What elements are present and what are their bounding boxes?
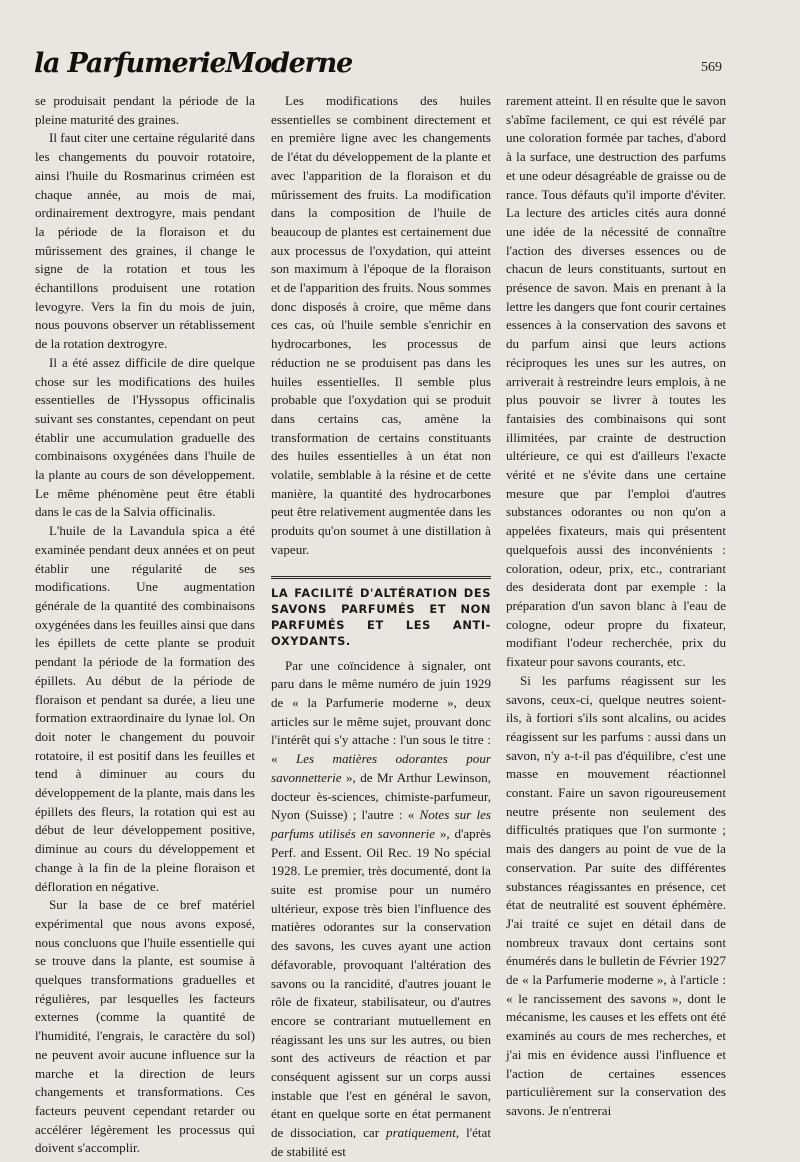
text-run: », d'après Perf. and Essent. Oil Rec. 19 No spécial 1928. Le premier, très documenté, dont la suite est promise pour un numéro ultérieur, expose très bien l'influence des matières odorantes sur la conservation des savons, les cuves ayant une action défavorable, provoquant l'altération des savons ou la rancidité, d'autres jouant le rôle de fixateur, stabilisateur, ou d'autres encore se contrariant mutuellement en réagissant les uns sur les autres, ou bien sont des activeurs de réaction et par conséquent agissent sur un corps aussi instable que l'est en général le savon, étant en quelque sorte en état permanent de dissociation, car — [271, 825, 491, 1141]
text-run: », de Mr Arthur Lewinson, docteur ès-sciences, chimiste-parfumeur, Nyon (Suisse) ; l'autre : « — [271, 769, 491, 823]
paragraph: se produisait pendant la période de la pleine maturité des graines. — [35, 93, 255, 127]
paragraph: Il faut citer une certaine régularité dans les changements du pouvoir rotatoire, ainsi l'huile du Rosmarinus criméen est chaque année, au mois de mai, ordinairement dextrogyre, mais pendant la période de la floraison et du mûrissement des graines, il change le signe de la rotation et tous les échantillons produisent une rotation levogyre. Vers la fin du mois de juin, nous pouvons observer un rétablissement de la rotation dextrogyre. — [35, 130, 255, 352]
column-3 — [506, 92, 726, 1121]
paragraph: Si les parfums réagissent sur les savons, ceux-ci, quelque neutres soient-ils, à fortiori s'ils sont alcalins, ou acides réagissent sur les parfums : aussi dans un savon, n'y a-t-il pas d'équilibre, c'est une masse en mouvement réactionnel constant. Faire un savon rigoureusement neutre présente non seulement des difficultés pratiques que l'on surmonte ; mais des dangers au point de vue de la conservation. Par suite des différentes substances réagissantes en présence, cet état de neutralité est souvent éphémère. J'ai traité ce sujet en détail dans de nombreux travaux dont certains sont énumérés dans le bulletin de Février 1927 de « la Parfumerie moderne », à l'article : « le rancissement des savons », dont le mécanisme, les causes et les effets ont été examinés au cours de mes recherches, et j'ai mis en évidence aussi l'influence et l'action de certaines essences particulièrement sur la conservation des savons. Je n'entrerai — [506, 672, 726, 1118]
column-2 — [271, 92, 491, 1162]
paragraph: Les modifications des huiles essentielles se combinent directement et en première ligne avec les changements de l'état du développement de la plante et avec l'apparition de la floraison et du mûrissement des fruits. La modification dans la composition de l'huile de beaucoup de plantes est certainement due aux processus de l'oxydation, qui atteint son maximum à l'époque de la floraison et de l'apparition des fruits. Nous sommes donc disposés à croire, que même dans ces cas, où l'huile semble s'enrichir en hydrocarbones, les processus de réduction ne se produisent pas dans les huiles essentielles. Il semble plus probable que l'oxydation qui se produit dans certains cas, amène la transformation de certains constituants des huiles essentielles à un état non volatile, semblable à la résine et de cette manière, la quantité des hydrocarbones peut être relativement augmentée dans les produits qu'on soumet à une distillation à vapeur. — [271, 93, 491, 557]
text-run: Par une coïncidence à signaler, ont paru dans le même numéro de juin 1929 de « la Parfumerie moderne », deux articles sur le même sujet, prouvant donc l'intérêt qui s'y attache : l'un sous le titre : « — [271, 657, 491, 767]
text-run: , l'état de stabilité est — [271, 1125, 491, 1159]
cited-title: Les matières odorantes pour savonnetterie — [271, 751, 491, 785]
paragraph: Sur la base de ce bref matériel expérimental que nous avons exposé, nous concluons que l'huile essentielle qui se trouve dans la plante, est soumise à quelques transformations graduelles et régulières, par lesquelles les facteurs externes (comme la quantité de l'humidité, l'engrais, le caractère du sol) ne peuvent avoir aucune influence sur la marche et la direction de leurs changements et transformations. Ces facteurs peuvent cependant retarder ou accélérer légèrement les processus qui doivent s'accomplir. — [35, 897, 255, 1156]
cited-title: Notes sur les parfums utilisés en savonnerie — [271, 807, 491, 841]
paragraph: Il a été assez difficile de dire quelque chose sur les modifications des huiles essentielles de l'Hyssopus officinalis suivant ses constantes, cependant on peut établir une accumulation graduelle des combinaisons oxygénées dans l'huile de la plante au cours de son développement. Le même phénomène peut être établi dans le cas de la Salvia officinalis. — [35, 354, 255, 520]
masthead: la ParfumerieModerne — [34, 48, 353, 79]
paragraph — [271, 657, 491, 1162]
page-number: 569 — [701, 60, 722, 75]
emphasis: pratiquement — [386, 1125, 456, 1141]
section-divider — [271, 576, 491, 579]
paragraph: rarement atteint. Il en résulte que le savon s'abîme facilement, ce qui est révélé par une coloration formée par taches, d'abord à la surface, une destruction des parfums et une odeur désagréable de graisse ou de rance. Tous défauts qu'il importe d'éviter. La lecture des articles cités aura donné une idée de la nécessité de connaître l'action des diverses essences ou de chacun de leurs constituants, surtout en présence de savon. Mais en prenant à la lettre les dangers que font courir certaines essences à la conservation des savons et du parfum ainsi que leurs actions réciproques les unes sur les autres, on arriverait à restreindre leurs emplois, à ne plus pouvoir se livrer à toutes les fantaisies des combinaisons qui sont illimitées, par crainte de destruction ultérieure, ce qui est d'ailleurs l'exacte vérité et ne s'évite dans une certaine mesure que par l'emploi d'autres substances odorantes ou non qu'on a appelées fixateurs, mais qui présentent quelquefois aussi des inconvénients : coloration, odeur, prix, etc., contrariant des desiderata dont par exemple : la préparation d'un savon blanc à l'eau de cologne, odeur propre du fixateur, modifiant l'odeur recherchée, prix du fixateur pour savons courants, etc. — [506, 93, 726, 670]
column-1 — [35, 92, 255, 1158]
paragraph: L'huile de la Lavandula spica a été examinée pendant deux années et on peut établir une régularité de ses modifications. Une augmentation générale de la quantité des combinaisons oxygénées dans les feuilles ainsi que dans les épillets de cette plante se produit pendant la période de la formation des épillets. Au début de la période de floraison et pendant sa durée, a lieu une formation extraordinaire du lynae lol. On doit noter le changement du pouvoir rotatoire, il est positif dans les feuilles et tend à diminuer au cours du développement de la plante, mais dans les épillets des fleurs, la rotation qui est au début de leur développement positive, diminue au cours du développement et change à la fin de la pleine floraison et défloration en négative. — [35, 523, 255, 894]
section-heading: LA FACILITÉ D'ALTÉRATION DES SAVONS PARFUMÉS ET NON PARFUMÉS ET LES ANTI-OXYDANTS. — [271, 585, 491, 648]
